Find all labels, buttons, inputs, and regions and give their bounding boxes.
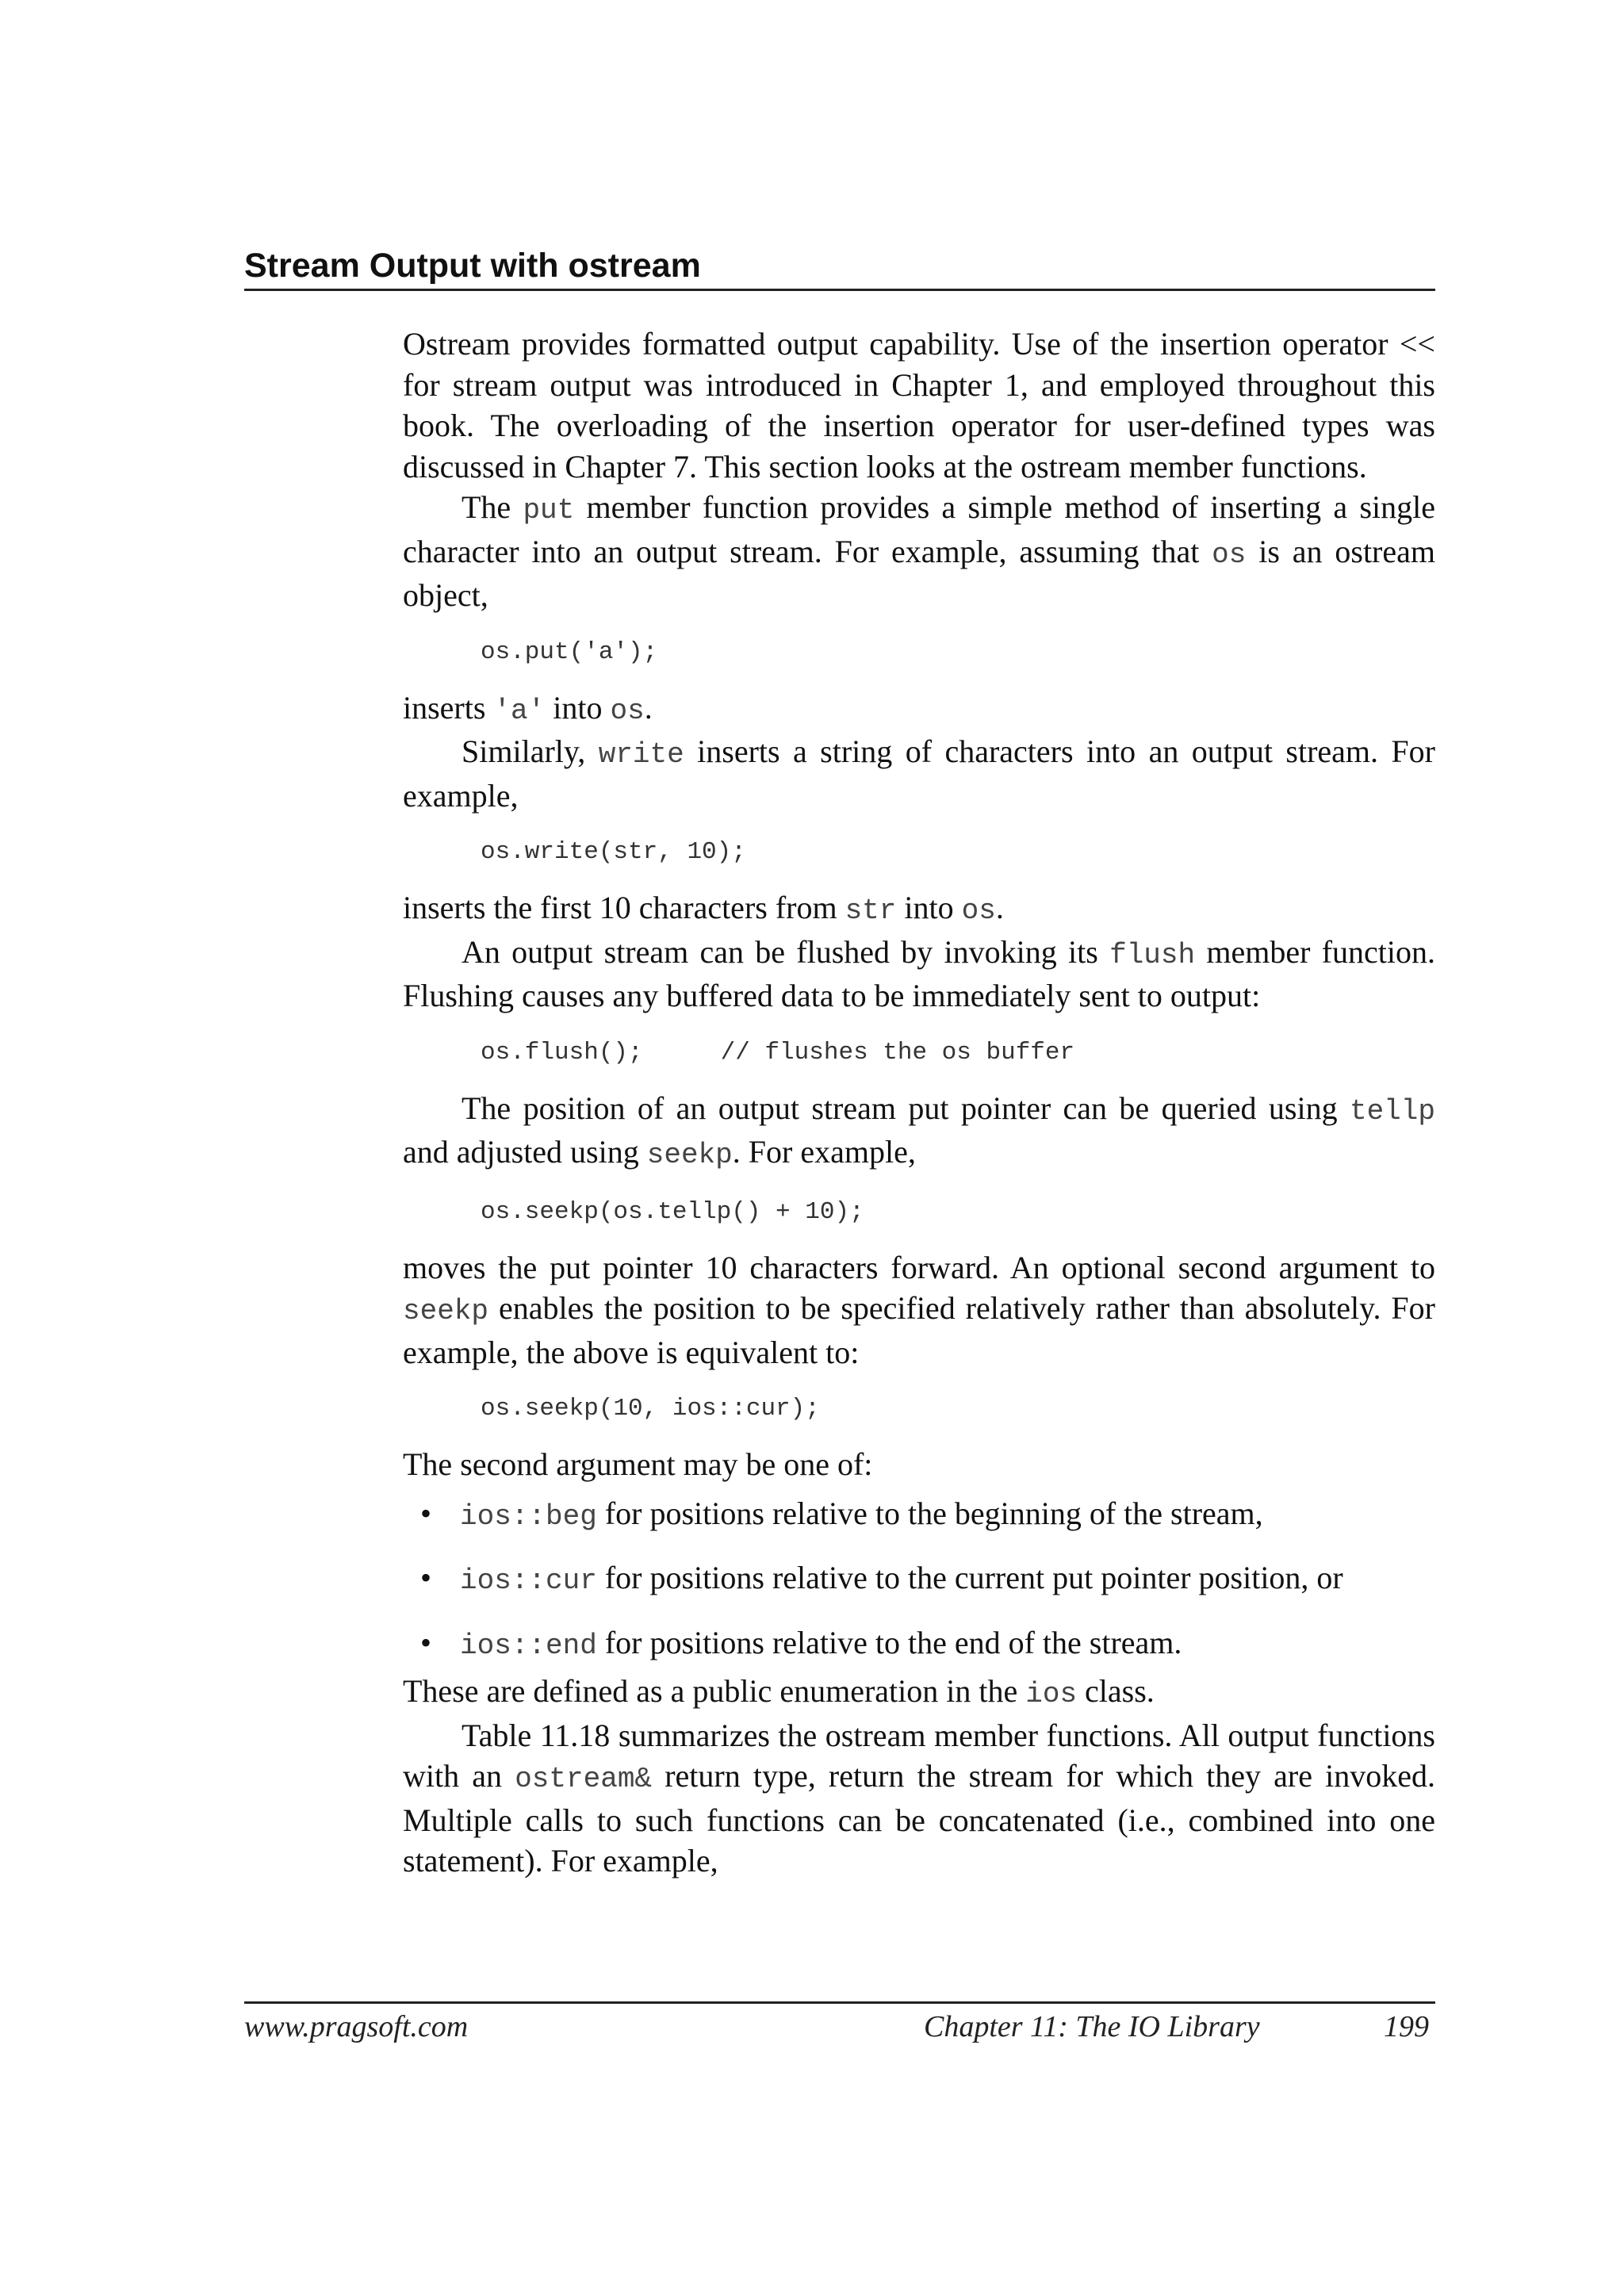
paragraph-moves-pointer: moves the put pointer 10 characters forward. An optional second argument to seekp enables the position to be specified relatively rather than absolutely. For example, the above is equivalent to: [403, 1249, 1435, 1370]
code-seekp-example: os.seekp(os.tellp() + 10); [481, 1197, 864, 1226]
footer-chapter: Chapter 11: The IO Library [924, 2010, 1260, 2043]
bullet-icon: • [420, 1495, 432, 1531]
inline-code-flush: flush [1109, 938, 1196, 971]
inline-code-write: write [598, 738, 684, 771]
bullet-icon: • [420, 1560, 432, 1595]
code-comment: // flushes the os buffer [720, 1038, 1075, 1067]
inline-code-ostream-ref: ostream& [515, 1763, 653, 1795]
list-item: • ios::cur for positions relative to the current put pointer position, or [403, 1557, 1435, 1602]
code-write-example: os.write(str, 10); [481, 838, 746, 866]
code-put-example: os.put('a'); [481, 638, 658, 666]
body-text [403, 324, 1435, 1882]
paragraph-second-argument: The second argument may be one of: [403, 1446, 873, 1482]
inline-code-seekp: seekp [646, 1139, 733, 1171]
paragraph-write: Similarly, write inserts a string of characters into an output stream. For example, [403, 733, 1436, 814]
page-number: 199 [1384, 2010, 1429, 2043]
paragraph-flush: An output stream can be flushed by invoking its flush member function. Flushing causes any buffered data to be immediately sent to output: [403, 933, 1435, 1013]
heading-rule [244, 289, 1435, 291]
paragraph-inserts-a: inserts 'a' into os. [403, 689, 653, 727]
paragraph-intro: Ostream provides formatted output capability. Use of the insertion operator << for stream output was introduced in Chapter 1, and employed throughout this book. The overloading of the insertion operator for user-defined types was discussed in Chapter 7. This section looks at the ostream member functions. [403, 326, 1435, 484]
footer-website: www.pragsoft.com [244, 2010, 469, 2043]
paragraph-table-summary: Table 11.18 summarizes the ostream member functions. All output functions with an ostream& return type, return the stream for which they are invoked. Multiple calls to such functions can be concatenated (i.e., combined into one statement). For example, [403, 1717, 1435, 1878]
list-item: • ios::beg for positions relative to the beginning of the stream, [403, 1493, 1435, 1538]
footer-rule [244, 2001, 1435, 2004]
seek-direction-list [403, 1493, 1435, 1667]
paragraph-inserts-str: inserts the first 10 characters from str into os. [403, 890, 1004, 927]
inline-code-tellp: tellp [1349, 1094, 1435, 1128]
paragraph-put: The put member function provides a simple method of inserting a single character into an output stream. For example, assuming that os is an ostream object, [403, 489, 1435, 613]
code-flush-example: os.flush(); // flushes the os buffer [481, 1038, 1075, 1067]
list-item: • ios::end for positions relative to the end of the stream. [403, 1622, 1435, 1667]
paragraph-enumeration: These are defined as a public enumeration in the ios class. [403, 1673, 1155, 1710]
inline-code-put: put [523, 494, 575, 527]
inline-code-os: os [1212, 538, 1247, 571]
code-seekp-cur-example: os.seekp(10, ios::cur); [481, 1395, 820, 1423]
paragraph-tellp-seekp: The position of an output stream put pointer can be queried using tellp and adjusted using seekp. For example, [403, 1090, 1435, 1171]
bullet-icon: • [420, 1624, 432, 1660]
page-footer [244, 2005, 1435, 2049]
section-heading: Stream Output with ostream [244, 247, 701, 285]
